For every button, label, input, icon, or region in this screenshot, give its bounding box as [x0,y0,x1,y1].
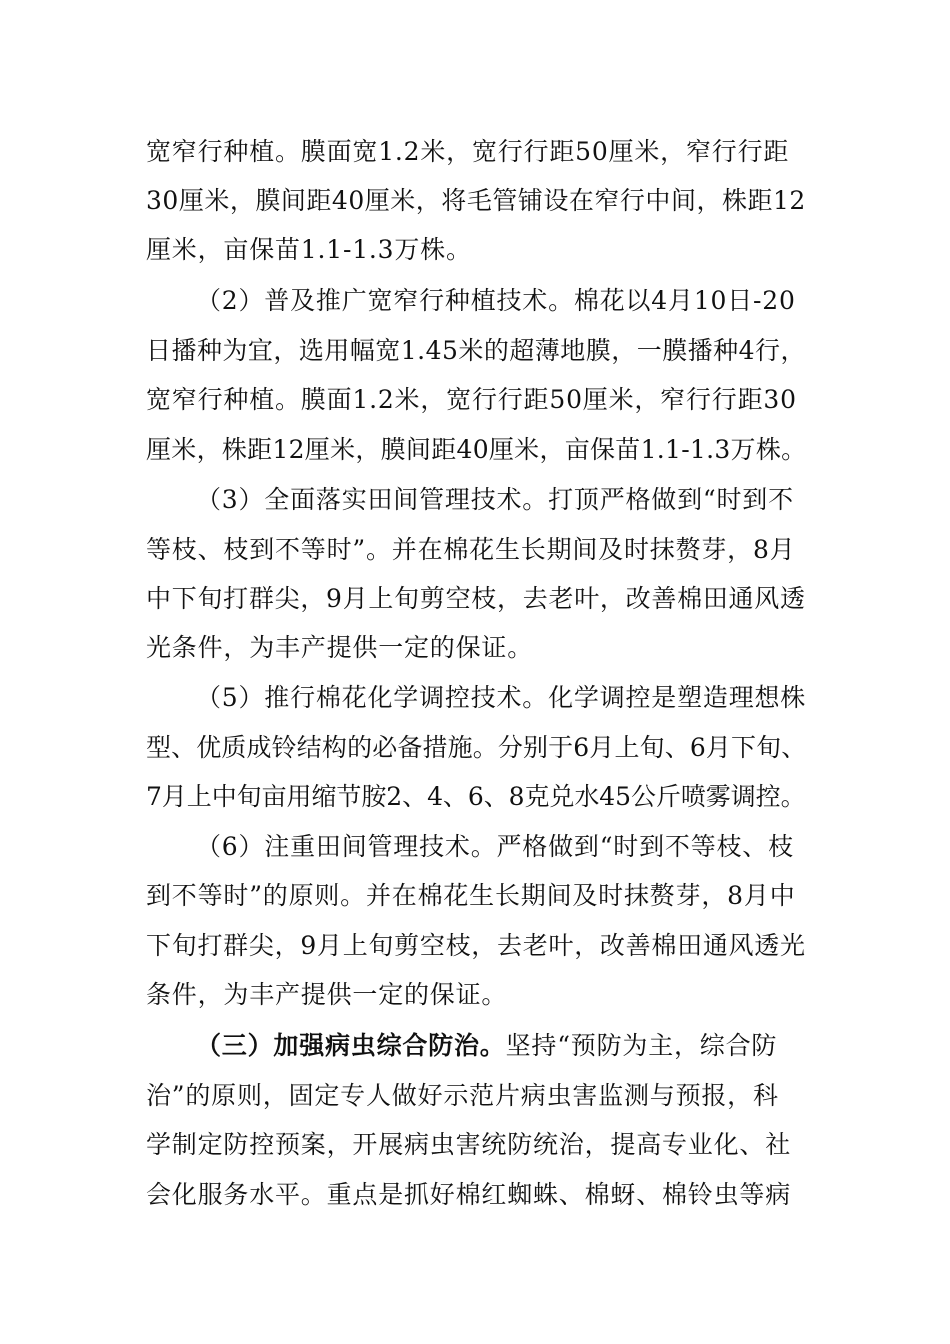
text-line: 宽窄行种植。膜面宽1.2米，宽行行距50厘米，窄行行距 [146,137,790,166]
section-heading-rest: 坚持“预防为主，综合防 [505,1031,778,1060]
text-line: 条件，为丰产提供一定的保证。 [146,980,508,1009]
text-line: 30厘米，膜间距40厘米，将毛管铺设在窄行中间，株距12 [146,186,806,215]
text-line: 治”的原则，固定专人做好示范片病虫害监测与预报，科 [146,1081,779,1110]
text-line: 厘米，亩保苗1.1-1.3万株。 [146,235,472,264]
text-line: 学制定防控预案，开展病虫害统防统治，提高专业化、社 [146,1130,792,1159]
text-line: 会化服务水平。重点是抓好棉红蜘蛛、棉蚜、棉铃虫等病 [146,1180,792,1209]
text-line: 下旬打群尖，9月上旬剪空枝，去老叶，改善棉田通风透光 [146,931,806,960]
text-line: 等枝、枝到不等时”。并在棉花生长期间及时抹赘芽，8月 [146,535,796,564]
text-line: 到不等时”的原则。并在棉花生长期间及时抹赘芽，8月中 [146,881,796,910]
text-line: （2）普及推广宽窄行种植技术。棉花以4月10日-20 [196,286,796,315]
text-line: 日播种为宜，选用幅宽1.45米的超薄地膜，一膜播种4行， [146,336,806,365]
text-line: （5）推行棉花化学调控技术。化学调控是塑造理想株 [196,683,807,712]
text-line: 型、优质成铃结构的必备措施。分别于6月上旬、6月下旬、 [146,733,807,762]
text-line: 厘米，株距12厘米，膜间距40厘米，亩保苗1.1-1.3万株。 [146,435,807,464]
text-line: 7月上中旬亩用缩节胺2、4、6、8克兑水45公斤喷雾调控。 [146,782,806,811]
section-heading: （三）加强病虫综合防治。 [196,1031,506,1060]
section-first-line [196,1031,777,1061]
text-line: 宽窄行种植。膜面1.2米，宽行行距50厘米，窄行行距30 [146,385,797,414]
text-line: （3）全面落实田间管理技术。打顶严格做到“时到不 [196,485,794,514]
text-line: 光条件，为丰产提供一定的保证。 [146,633,534,662]
text-line: 中下旬打群尖，9月上旬剪空枝，去老叶，改善棉田通风透 [146,584,806,613]
text-line: （6）注重田间管理技术。严格做到“时到不等枝、枝 [196,832,794,861]
